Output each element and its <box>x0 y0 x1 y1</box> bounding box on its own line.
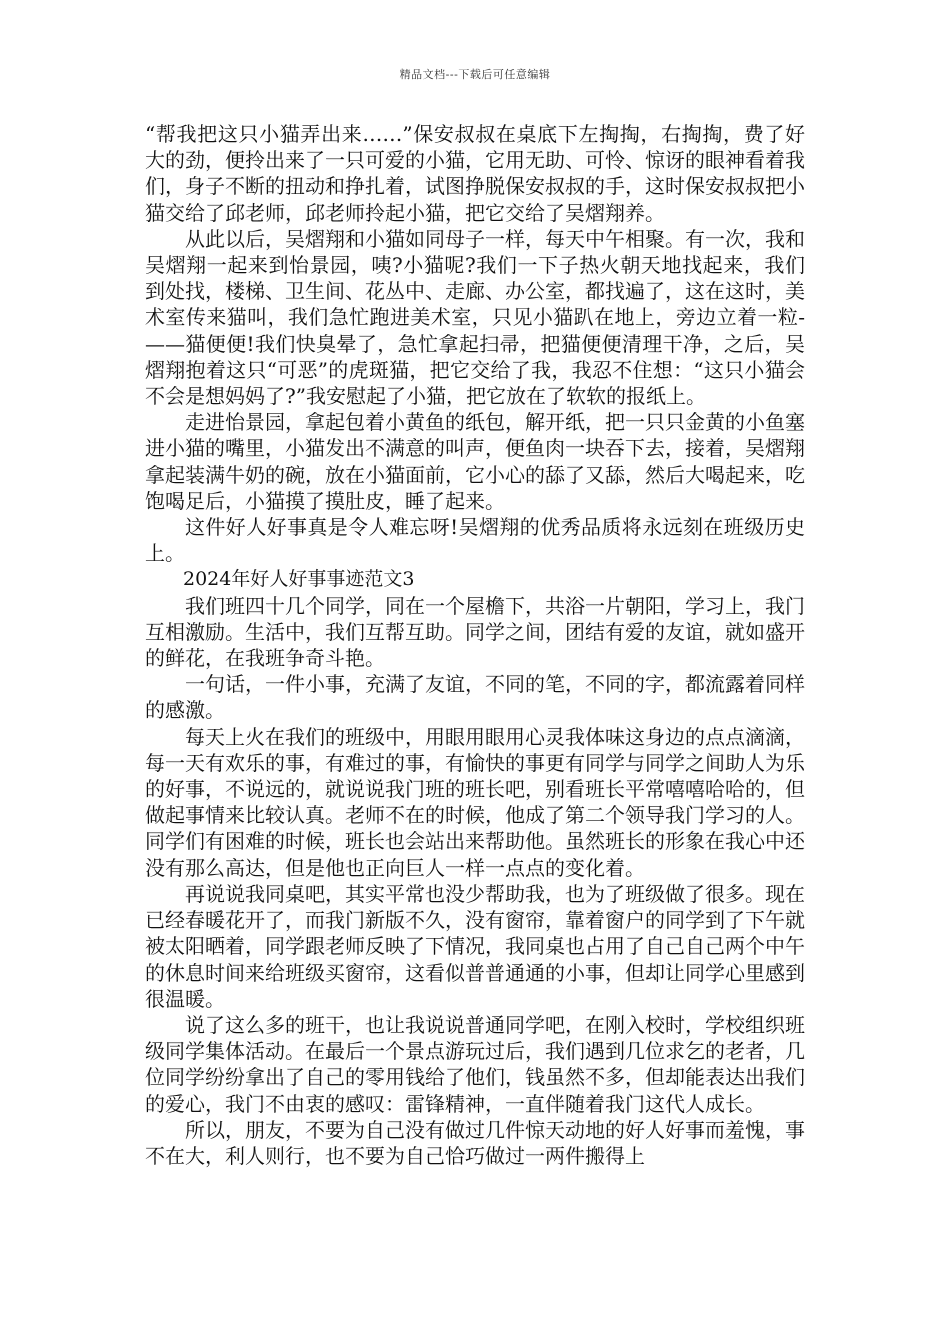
paragraph: 再说说我同桌吧，其实平常也没少帮助我，也为了班级做了很多。现在已经春暖花开了，而我门新版不久，没有窗帘，靠着窗户的同学到了下午就被太阳晒着，同学跟老师反映了下情况，我同桌也占用了自己自己两个中午的休息时间来给班级买窗帘，这看似普普通通的小事，但却让同学心里感到很温暖。 <box>145 881 805 1011</box>
paragraph: 这件好人好事真是令人难忘呀!吴熠翔的优秀品质将永远刻在班级历史上。 <box>145 515 805 566</box>
paragraph: 所以，朋友，不要为自己没有做过几件惊天动地的好人好事而羞愧，事不在大，利人则行，也不要为自己恰巧做过一两件搬得上 <box>145 1117 805 1168</box>
paragraph: 每天上火在我们的班级中，用眼用眼用心灵我体味这身边的点点滴滴，每一天有欢乐的事，有难过的事，有愉快的事更有同学与同学之间助人为乐的好事，不说远的，就说说我门班的班长吧，别看班长平常嘻嘻哈哈的，但做起事情来比较认真。老师不在的时候，他成了第二个领导我门学习的人。同学们有困难的时候，班长也会站出来帮助他。虽然班长的形象在我心中还没有那么高达，但是他也正向巨人一样一点点的变化着。 <box>145 724 805 880</box>
section-heading: 2024年好人好事事迹范文3 <box>183 568 415 591</box>
document-body <box>145 121 805 1169</box>
page-header: 精品文档---下载后可任意编辑 <box>399 68 551 81</box>
paragraph: 一句话，一件小事，充满了友谊，不同的笔，不同的字，都流露着同样的感激。 <box>145 672 805 723</box>
paragraph: 从此以后，吴熠翔和小猫如同母子一样，每天中午相聚。有一次，我和吴熠翔一起来到怡景园，咦?小猫呢?我们一下子热火朝天地找起来，我们到处找，楼梯、卫生间、花丛中、走廊、办公室，都找遍了，这在这时，美术室传来猫叫，我们急忙跑进美术室，只见小猫趴在地上，旁边立着一粒-——猫便便!我们快臭晕了，急忙拿起扫帚，把猫便便清理干净，之后，吴熠翔抱着这只“可恶”的虎斑猫，把它交给了我，我忍不住想：“这只小猫会不会是想妈妈了?”我安慰起了小猫，把它放在了软软的报纸上。 <box>145 226 805 409</box>
paragraph: “帮我把这只小猫弄出来……”保安叔叔在桌底下左掏掏，右掏掏，费了好大的劲，便拎出来了一只可爱的小猫，它用无助、可怜、惊讶的眼神看着我们，身子不断的扭动和挣扎着，试图挣脱保安叔叔的手，这时保安叔叔把小猫交给了邱老师，邱老师拎起小猫，把它交给了吴熠翔养。 <box>145 122 805 225</box>
paragraph: 我们班四十几个同学，同在一个屋檐下，共浴一片朝阳，学习上，我门互相激励。生活中，我们互帮互助。同学之间，团结有爱的友谊，就如盛开的鲜花，在我班争奇斗艳。 <box>145 593 805 671</box>
paragraph: 走进怡景园，拿起包着小黄鱼的纸包，解开纸，把一只只金黄的小鱼塞进小猫的嘴里，小猫发出不满意的叫声，便鱼肉一块吞下去，接着，吴熠翔拿起装满牛奶的碗，放在小猫面前，它小心的舔了又舔，然后大喝起来，吃饱喝足后，小猫摸了摸肚皮，睡了起来。 <box>145 410 805 513</box>
paragraph: 说了这么多的班干，也让我说说普通同学吧，在刚入校时，学校组织班级同学集体活动。在最后一个景点游玩过后，我们遇到几位求乞的老者，几位同学纷纷拿出了自己的零用钱给了他们，钱虽然不多，但却能表达出我们的爱心，我门不由衷的感叹：雷锋精神，一直伴随着我门这代人成长。 <box>145 1012 805 1116</box>
